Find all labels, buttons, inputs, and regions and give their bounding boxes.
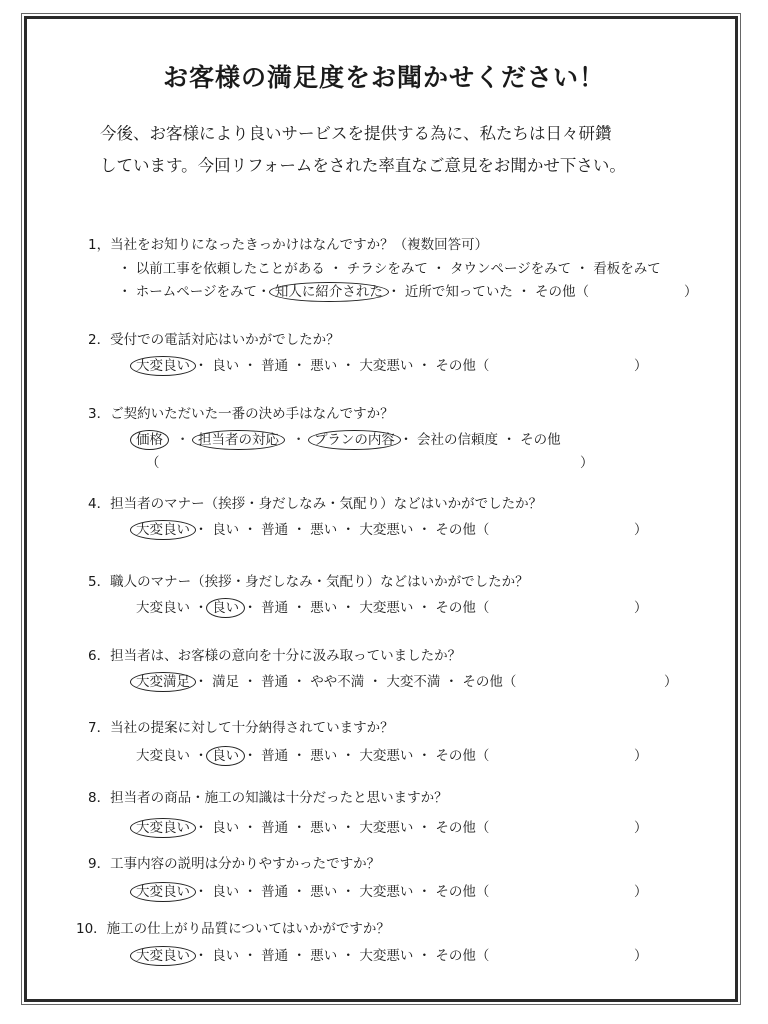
q5-option[interactable]: ・ 普通 ・ 悪い ・ 大変悪い ・ その他（: [243, 600, 490, 616]
question-2: 2．受付での電話対応はいかがでしたか？: [88, 332, 340, 348]
q5-paren-close: ）: [634, 600, 648, 616]
q7-paren-close: ）: [634, 748, 648, 764]
q6-paren-close: ）: [664, 674, 678, 690]
q3-selected-option[interactable]: プランの内容: [308, 430, 401, 450]
question-6: 6．担当者は、お客様の意向を十分に汲み取っていましたか？: [88, 648, 462, 664]
q5-option[interactable]: 大変良い ・: [136, 600, 208, 616]
page-title: お客様の満足度をお聞かせください！: [162, 63, 605, 92]
question-10: 10．施工の仕上がり品質についてはいかがですか？: [76, 921, 390, 937]
q2-selected-option[interactable]: 大変良い: [130, 356, 196, 376]
q3-paren-close: ）: [580, 455, 594, 471]
q4-options: [136, 518, 489, 538]
q4-option[interactable]: ・ 良い ・ 普通 ・ 悪い ・ 大変悪い ・ その他（: [194, 522, 490, 538]
q9-selected-option[interactable]: 大変良い: [130, 882, 196, 902]
q9-option[interactable]: ・ 良い ・ 普通 ・ 悪い ・ 大変悪い ・ その他（: [194, 884, 490, 900]
q1-options-row-2: [118, 280, 589, 300]
q5-selected-option[interactable]: 良い: [206, 598, 245, 618]
q1-options-row-1: ・ 以前工事を依頼したことがある ・ チラシをみて ・ タウンページをみて ・ 看板をみて: [118, 261, 661, 277]
q10-paren-close: ）: [634, 948, 648, 964]
q6-options: [136, 670, 516, 690]
q3-options: 価格 ・ 担当者の対応 ・ プランの内容 ・ 会社の信頼度 ・ その他: [136, 428, 561, 448]
intro-line-1: 今後、お客様により良いサービスを提供する為に、私たちは日々研鑽: [100, 124, 612, 143]
question-9: 9．工事内容の説明は分かりやすかったですか？: [88, 856, 381, 872]
intro-line-2: しています。今回リフォームをされた率直なご意見をお聞かせ下さい。: [100, 156, 626, 175]
q4-paren-close: ）: [634, 522, 648, 538]
q8-options: [136, 816, 489, 836]
q10-selected-option[interactable]: 大変良い: [130, 946, 196, 966]
q1-option[interactable]: ・ 近所で知っていた ・ その他（: [387, 284, 589, 300]
q2-option[interactable]: ・ 良い ・ 普通 ・ 悪い ・ 大変悪い ・ その他（: [194, 358, 490, 374]
q7-option[interactable]: ・ 普通 ・ 悪い ・ 大変悪い ・ その他（: [243, 748, 490, 764]
q3-selected-option[interactable]: 価格: [130, 430, 169, 450]
q1-paren-close: ）: [684, 284, 698, 300]
q1-selected-option[interactable]: 知人に紹介された: [269, 282, 389, 302]
q7-option[interactable]: 大変良い ・: [136, 748, 208, 764]
question-4: 4．担当者のマナー（挨拶・身だしなみ・気配り）などはいかがでしたか？: [88, 496, 543, 512]
q10-option[interactable]: ・ 良い ・ 普通 ・ 悪い ・ 大変悪い ・ その他（: [194, 948, 490, 964]
question-8: 8．担当者の商品・施工の知識は十分だったと思いますか？: [88, 790, 448, 806]
q1-option[interactable]: ・ ホームページをみて・: [118, 284, 271, 300]
q8-paren-close: ）: [634, 820, 648, 836]
q9-options: [136, 880, 489, 900]
question-1: 1，当社をお知りになったきっかけはなんですか？（複数回答可）: [88, 237, 489, 253]
q3-option[interactable]: ・ 会社の信頼度 ・ その他: [399, 432, 561, 448]
q8-selected-option[interactable]: 大変良い: [130, 818, 196, 838]
question-7: 7．当社の提案に対して十分納得されていますか？: [88, 720, 394, 736]
question-5: 5．職人のマナー（挨拶・身だしなみ・気配り）などはいかがでしたか？: [88, 574, 529, 590]
q10-options: [136, 944, 489, 964]
q6-option[interactable]: ・ 満足 ・ 普通 ・ やや不満 ・ 大変不満 ・ その他（: [194, 674, 517, 690]
q5-options: [136, 596, 489, 616]
q2-options: [136, 354, 489, 374]
q9-paren-close: ）: [634, 884, 648, 900]
question-3: 3．ご契約いただいた一番の決め手はなんですか？: [88, 406, 394, 422]
q8-option[interactable]: ・ 良い ・ 普通 ・ 悪い ・ 大変悪い ・ その他（: [194, 820, 490, 836]
q2-paren-close: ）: [634, 358, 648, 374]
q3-paren-open: （: [146, 455, 160, 471]
q4-selected-option[interactable]: 大変良い: [130, 520, 196, 540]
q7-selected-option[interactable]: 良い: [206, 746, 245, 766]
q6-selected-option[interactable]: 大変満足: [130, 672, 196, 692]
q3-selected-option[interactable]: 担当者の対応: [192, 430, 285, 450]
q7-options: [136, 744, 489, 764]
